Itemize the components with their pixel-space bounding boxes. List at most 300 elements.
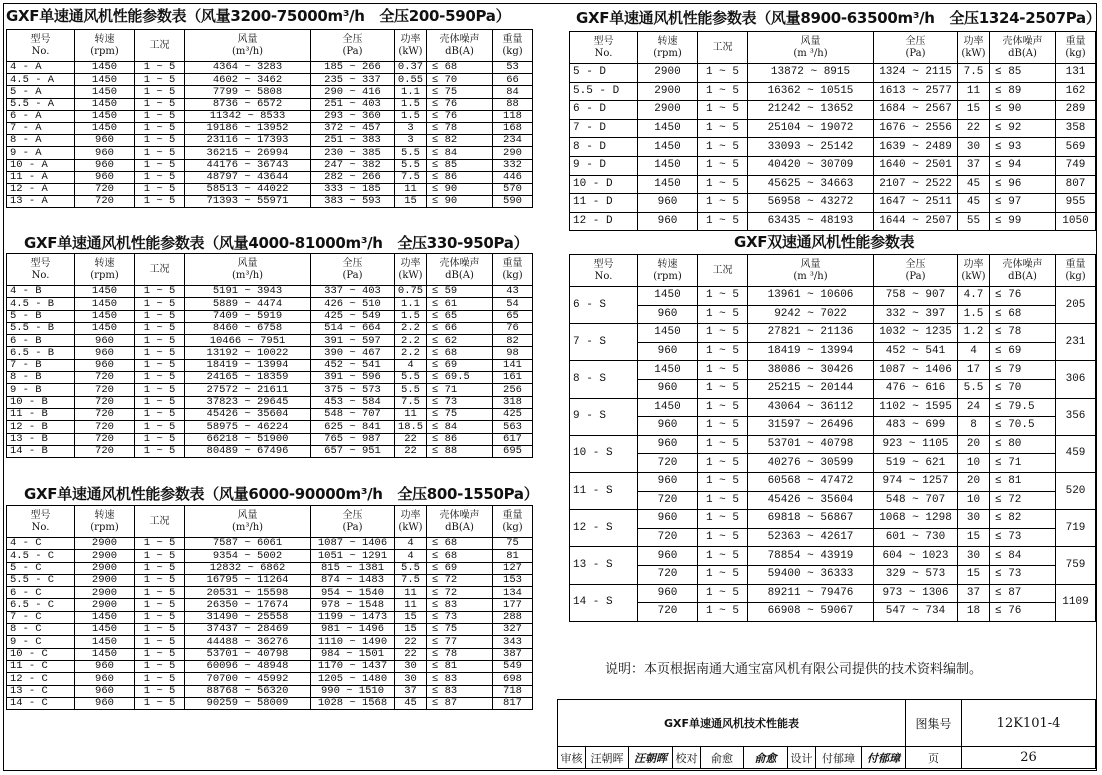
cell-power: 1.5 <box>395 98 427 110</box>
cell-noise: ≤ 69 <box>427 359 493 371</box>
table-row <box>7 574 533 586</box>
table-c <box>6 505 533 710</box>
cell-rpm: 720 <box>75 396 135 408</box>
cell-weight: 570 <box>493 183 533 195</box>
header-model-unit: No. <box>31 521 50 533</box>
cell-airflow: 58513 ~ 44022 <box>185 183 311 195</box>
cell-model: 8 - S <box>570 361 638 398</box>
header-weight <box>493 30 533 62</box>
table-row <box>7 562 533 574</box>
cell-pressure: 1205 ~ 1480 <box>311 673 395 685</box>
cell-condition: 1 ~ 5 <box>698 454 748 473</box>
table-row <box>570 528 1096 547</box>
cell-pressure: 1051 ~ 1291 <box>311 550 395 562</box>
cell-airflow: 69818 ~ 56867 <box>748 510 874 529</box>
cell-condition: 1 ~ 5 <box>135 697 185 709</box>
cell-airflow: 12832 ~ 6862 <box>185 562 311 574</box>
atlas-label: 图集号 <box>906 700 962 747</box>
cell-airflow: 44488 ~ 36276 <box>185 636 311 648</box>
cell-model: 10 - D <box>570 175 638 194</box>
cell-noise: ≤ 85 <box>427 159 493 171</box>
cell-noise: ≤ 83 <box>427 599 493 611</box>
cell-power: 11 <box>395 408 427 420</box>
cell-rpm: 2900 <box>75 599 135 611</box>
cell-pressure: 372 ~ 457 <box>311 122 395 134</box>
cell-airflow: 8736 ~ 6572 <box>185 98 311 110</box>
cell-pressure: 1028 ~ 1568 <box>311 697 395 709</box>
checker-signature: 俞愈 <box>744 747 788 769</box>
cell-condition: 1 ~ 5 <box>135 421 185 433</box>
table-row <box>7 421 533 433</box>
cell-power: 17 <box>958 361 990 380</box>
table-row <box>7 98 533 110</box>
cell-pressure: 954 ~ 1540 <box>311 587 395 599</box>
cell-weight: 76 <box>493 322 533 334</box>
cell-weight: 98 <box>493 347 533 359</box>
cell-model: 11 - D <box>570 194 638 213</box>
header-noise-label: 壳体噪声 <box>1002 35 1043 47</box>
table-row <box>7 550 533 562</box>
table-row <box>7 611 533 623</box>
table-row <box>7 673 533 685</box>
cell-weight: 88 <box>493 98 533 110</box>
cell-power: 4 <box>395 550 427 562</box>
cell-condition: 1 ~ 5 <box>698 565 748 584</box>
cell-power: 2.2 <box>395 347 427 359</box>
cell-airflow: 16795 ~ 11264 <box>185 574 311 586</box>
cell-model: 8 - B <box>7 372 75 384</box>
header-airflow-unit: (m³/h) <box>231 45 264 57</box>
cell-weight: 698 <box>493 673 533 685</box>
cell-pressure: 625 ~ 841 <box>311 421 395 433</box>
cell-model: 5 - B <box>7 310 75 322</box>
cell-noise: ≤ 84 <box>427 421 493 433</box>
header-condition-label: 工况 <box>712 41 733 53</box>
cell-airflow: 38086 ~ 30426 <box>748 361 874 380</box>
cell-power: 11 <box>395 599 427 611</box>
cell-power: 1.5 <box>958 305 990 324</box>
header-model-label: 型号 <box>30 33 51 45</box>
cell-condition: 1 ~ 5 <box>698 472 748 491</box>
cell-model: 5.5 - C <box>7 574 75 586</box>
header-weight-label: 重量 <box>502 509 523 521</box>
header-noise <box>427 254 493 286</box>
cell-weight: 327 <box>493 624 533 636</box>
header-power <box>958 32 990 64</box>
page-label: 页 <box>906 747 962 769</box>
cell-airflow: 18419 ~ 13994 <box>185 359 311 371</box>
cell-power: 22 <box>395 636 427 648</box>
header-noise <box>990 255 1056 287</box>
cell-pressure: 391 ~ 596 <box>311 372 395 384</box>
cell-power: 37 <box>958 584 990 603</box>
table-row <box>570 435 1096 454</box>
cell-airflow: 7799 ~ 5808 <box>185 86 311 98</box>
table-row <box>570 287 1096 306</box>
cell-model: 14 - S <box>570 584 638 621</box>
cell-noise: ≤ 90 <box>427 183 493 195</box>
cell-condition: 1 ~ 5 <box>698 324 748 343</box>
cell-condition: 1 ~ 5 <box>698 138 748 157</box>
cell-pressure: 185 ~ 266 <box>311 62 395 74</box>
cell-weight: 231 <box>1056 324 1096 361</box>
cell-weight: 520 <box>1056 472 1096 509</box>
cell-noise: ≤ 73 <box>427 396 493 408</box>
table-row <box>7 86 533 98</box>
cell-rpm: 1450 <box>638 156 698 175</box>
cell-condition: 1 ~ 5 <box>135 550 185 562</box>
header-pressure-label: 全压 <box>905 35 926 47</box>
cell-condition: 1 ~ 5 <box>698 547 748 566</box>
header-power-unit: (kW) <box>398 45 423 57</box>
cell-airflow: 53701 ~ 40798 <box>748 435 874 454</box>
header-power <box>395 30 427 62</box>
table-row <box>7 648 533 660</box>
header-condition-label: 工况 <box>149 263 170 275</box>
cell-rpm: 720 <box>638 454 698 473</box>
cell-model: 8 - A <box>7 135 75 147</box>
cell-pressure: 1199 ~ 1473 <box>311 611 395 623</box>
table-row <box>7 183 533 195</box>
cell-airflow: 33093 ~ 25142 <box>748 138 874 157</box>
cell-airflow: 25215 ~ 20144 <box>748 379 874 398</box>
cell-rpm: 960 <box>638 379 698 398</box>
cell-model: 4 - B <box>7 286 75 298</box>
cell-pressure: 874 ~ 1483 <box>311 574 395 586</box>
cell-noise: ≤ 86 <box>427 171 493 183</box>
cell-rpm: 720 <box>75 372 135 384</box>
cell-airflow: 11342 ~ 8533 <box>185 110 311 122</box>
header-model-unit: No. <box>31 269 50 281</box>
drawing-title: GXF单速通风机技术性能表 <box>558 700 906 747</box>
cell-model: 9 - D <box>570 156 638 175</box>
header-airflow <box>185 506 311 538</box>
table-row <box>570 361 1096 380</box>
cell-power: 3 <box>395 122 427 134</box>
header-noise-label: 壳体噪声 <box>439 257 480 269</box>
cell-condition: 1 ~ 5 <box>698 64 748 83</box>
table-d <box>569 31 1096 231</box>
cell-condition: 1 ~ 5 <box>698 82 748 101</box>
table-row <box>7 624 533 636</box>
header-noise <box>427 30 493 62</box>
cell-pressure: 390 ~ 467 <box>311 347 395 359</box>
header-condition <box>698 255 748 287</box>
cell-power: 11 <box>395 587 427 599</box>
table-row <box>570 82 1096 101</box>
cell-condition: 1 ~ 5 <box>135 445 185 457</box>
cell-power: 30 <box>958 510 990 529</box>
cell-rpm: 1450 <box>75 322 135 334</box>
cell-model: 4.5 - C <box>7 550 75 562</box>
cell-rpm: 960 <box>75 135 135 147</box>
cell-weight: 387 <box>493 648 533 660</box>
cell-noise: ≤ 82 <box>990 510 1056 529</box>
cell-model: 12 - D <box>570 212 638 231</box>
header-model <box>7 506 75 538</box>
cell-power: 5.5 <box>395 372 427 384</box>
cell-model: 9 - B <box>7 384 75 396</box>
cell-weight: 590 <box>493 196 533 208</box>
cell-condition: 1 ~ 5 <box>135 396 185 408</box>
header-rpm-label: 转速 <box>94 257 115 269</box>
cell-weight: 718 <box>493 685 533 697</box>
cell-power: 1.1 <box>395 86 427 98</box>
cell-pressure: 1102 ~ 1595 <box>874 398 958 417</box>
header-rpm-label: 转速 <box>94 509 115 521</box>
cell-weight: 343 <box>493 636 533 648</box>
header-row <box>570 255 1096 287</box>
cell-weight: 459 <box>1056 435 1096 472</box>
cell-weight: 749 <box>1056 156 1096 175</box>
header-weight-label: 重量 <box>502 33 523 45</box>
table-row <box>570 324 1096 343</box>
cell-pressure: 426 ~ 510 <box>311 298 395 310</box>
cell-airflow: 44176 ~ 36743 <box>185 159 311 171</box>
cell-power: 5.5 <box>395 159 427 171</box>
cell-power: 11 <box>395 183 427 195</box>
cell-condition: 1 ~ 5 <box>135 660 185 672</box>
table-row <box>570 510 1096 529</box>
cell-airflow: 13192 ~ 10022 <box>185 347 311 359</box>
cell-weight: 306 <box>1056 361 1096 398</box>
cell-rpm: 1450 <box>75 624 135 636</box>
header-power <box>395 506 427 538</box>
cell-noise: ≤ 75 <box>427 86 493 98</box>
cell-pressure: 1676 ~ 2556 <box>874 119 958 138</box>
cell-weight: 807 <box>1056 175 1096 194</box>
cell-weight: 168 <box>493 122 533 134</box>
header-airflow-label: 风量 <box>237 257 258 269</box>
cell-power: 2.2 <box>395 335 427 347</box>
cell-weight: 127 <box>493 562 533 574</box>
cell-rpm: 960 <box>638 435 698 454</box>
cell-rpm: 2900 <box>638 64 698 83</box>
cell-noise: ≤ 90 <box>990 101 1056 120</box>
header-rpm-label: 转速 <box>657 258 678 270</box>
table-row <box>7 159 533 171</box>
header-condition <box>135 506 185 538</box>
cell-rpm: 1450 <box>75 122 135 134</box>
cell-power: 22 <box>395 445 427 457</box>
cell-pressure: 230 ~ 385 <box>311 147 395 159</box>
table-row <box>570 156 1096 175</box>
table-row <box>7 372 533 384</box>
cell-power: 1.2 <box>958 324 990 343</box>
header-airflow <box>748 32 874 64</box>
header-rpm <box>75 254 135 286</box>
cell-rpm: 1450 <box>75 62 135 74</box>
cell-airflow: 40420 ~ 30709 <box>748 156 874 175</box>
header-weight <box>493 506 533 538</box>
table-row <box>7 636 533 648</box>
header-noise-unit: dB(A) <box>1008 47 1037 59</box>
cell-pressure: 235 ~ 337 <box>311 74 395 86</box>
header-model-unit: No. <box>594 270 613 282</box>
designer-name: 付郁璋 <box>816 747 862 769</box>
header-airflow-label: 风量 <box>800 35 821 47</box>
cell-rpm: 960 <box>638 194 698 213</box>
cell-power: 15 <box>958 101 990 120</box>
cell-airflow: 25104 ~ 19072 <box>748 119 874 138</box>
header-weight-label: 重量 <box>1065 35 1086 47</box>
table-b-title: GXF单速通风机性能参数表（风量4000-81000m³/h 全压330-950Pa） <box>24 234 529 252</box>
cell-rpm: 2900 <box>75 550 135 562</box>
table-row <box>7 135 533 147</box>
header-noise-label: 壳体噪声 <box>1002 258 1043 270</box>
cell-airflow: 59400 ~ 36333 <box>748 565 874 584</box>
cell-model: 14 - C <box>7 697 75 709</box>
cell-rpm: 960 <box>75 347 135 359</box>
table-a-title: GXF单速通风机性能参数表（风量3200-75000m³/h 全压200-590Pa） <box>6 7 511 25</box>
cell-rpm: 1450 <box>75 298 135 310</box>
cell-power: 15 <box>958 565 990 584</box>
cell-rpm: 960 <box>638 584 698 603</box>
header-weight-label: 重量 <box>1065 258 1086 270</box>
table-b <box>6 253 533 458</box>
cell-weight: 563 <box>493 421 533 433</box>
cell-pressure: 1032 ~ 1235 <box>874 324 958 343</box>
cell-noise: ≤ 73 <box>990 565 1056 584</box>
cell-pressure: 547 ~ 734 <box>874 603 958 622</box>
header-pressure-unit: (Pa) <box>342 269 363 281</box>
table-row <box>570 547 1096 566</box>
cell-rpm: 1450 <box>75 286 135 298</box>
cell-pressure: 973 ~ 1306 <box>874 584 958 603</box>
table-row <box>570 454 1096 473</box>
cell-model: 5 - D <box>570 64 638 83</box>
cell-rpm: 2900 <box>638 101 698 120</box>
cell-model: 7 - S <box>570 324 638 361</box>
cell-rpm: 960 <box>638 342 698 361</box>
cell-condition: 1 ~ 5 <box>135 122 185 134</box>
cell-noise: ≤ 71 <box>427 384 493 396</box>
cell-pressure: 483 ~ 699 <box>874 417 958 436</box>
header-weight <box>1056 255 1096 287</box>
cell-noise: ≤ 72 <box>990 491 1056 510</box>
table-row <box>7 298 533 310</box>
cell-airflow: 66218 ~ 51900 <box>185 433 311 445</box>
cell-power: 15 <box>395 196 427 208</box>
cell-model: 10 - C <box>7 648 75 660</box>
cell-noise: ≤ 84 <box>427 147 493 159</box>
cell-power: 30 <box>395 673 427 685</box>
cell-noise: ≤ 96 <box>990 175 1056 194</box>
cell-noise: ≤ 69 <box>990 342 1056 361</box>
cell-condition: 1 ~ 5 <box>135 372 185 384</box>
header-pressure <box>874 32 958 64</box>
header-rpm-unit: (rpm) <box>653 47 682 59</box>
cell-airflow: 7587 ~ 6061 <box>185 538 311 550</box>
table-row <box>7 396 533 408</box>
cell-rpm: 1450 <box>75 636 135 648</box>
cell-weight: 161 <box>493 372 533 384</box>
table-d-title: GXF单速通风机性能参数表（风量8900-63500m³/h 全压1324-2507Pa） <box>576 9 1101 27</box>
header-weight-unit: (kg) <box>502 269 523 281</box>
cell-condition: 1 ~ 5 <box>698 435 748 454</box>
header-condition <box>698 32 748 64</box>
cell-noise: ≤ 65 <box>427 310 493 322</box>
header-airflow-unit: (m ³/h) <box>793 270 828 282</box>
cell-pressure: 383 ~ 593 <box>311 196 395 208</box>
cell-noise: ≤ 73 <box>427 611 493 623</box>
cell-rpm: 1450 <box>75 648 135 660</box>
cell-condition: 1 ~ 5 <box>135 359 185 371</box>
cell-noise: ≤ 89 <box>990 82 1056 101</box>
header-condition <box>135 254 185 286</box>
cell-weight: 1050 <box>1056 212 1096 231</box>
cell-noise: ≤ 77 <box>427 636 493 648</box>
header-airflow-unit: (m ³/h) <box>793 47 828 59</box>
cell-pressure: 453 ~ 584 <box>311 396 395 408</box>
cell-model: 5.5 - A <box>7 98 75 110</box>
cell-model: 14 - B <box>7 445 75 457</box>
cell-rpm: 960 <box>75 159 135 171</box>
table-a <box>6 29 533 208</box>
cell-rpm: 960 <box>638 212 698 231</box>
table-row <box>7 660 533 672</box>
cell-power: 45 <box>958 175 990 194</box>
table-row <box>570 491 1096 510</box>
cell-airflow: 36215 ~ 26994 <box>185 147 311 159</box>
cell-noise: ≤ 70 <box>427 74 493 86</box>
header-weight-unit: (kg) <box>502 45 523 57</box>
cell-model: 6 - S <box>570 287 638 324</box>
cell-noise: ≤ 79 <box>990 361 1056 380</box>
cell-rpm: 720 <box>75 183 135 195</box>
cell-airflow: 71393 ~ 55971 <box>185 196 311 208</box>
cell-rpm: 1450 <box>638 119 698 138</box>
page-number: 26 <box>962 747 1096 769</box>
cell-weight: 289 <box>1056 101 1096 120</box>
cell-noise: ≤ 87 <box>427 697 493 709</box>
cell-condition: 1 ~ 5 <box>135 574 185 586</box>
cell-model: 12 - B <box>7 421 75 433</box>
header-model-label: 型号 <box>30 509 51 521</box>
cell-noise: ≤ 81 <box>427 660 493 672</box>
table-row <box>7 359 533 371</box>
cell-pressure: 1640 ~ 2501 <box>874 156 958 175</box>
header-weight-label: 重量 <box>502 257 523 269</box>
cell-condition: 1 ~ 5 <box>698 119 748 138</box>
cell-airflow: 80489 ~ 67496 <box>185 445 311 457</box>
cell-rpm: 720 <box>75 408 135 420</box>
header-power-label: 功率 <box>400 509 421 521</box>
cell-pressure: 332 ~ 397 <box>874 305 958 324</box>
cell-airflow: 45426 ~ 35604 <box>185 408 311 420</box>
cell-noise: ≤ 92 <box>990 119 1056 138</box>
header-model-label: 型号 <box>30 257 51 269</box>
cell-rpm: 720 <box>75 196 135 208</box>
table-c-title: GXF单速通风机性能参数表（风量6000-90000m³/h 全压800-1550Pa） <box>24 485 539 503</box>
cell-airflow: 45426 ~ 35604 <box>748 491 874 510</box>
cell-noise: ≤ 85 <box>990 64 1056 83</box>
table-row <box>570 472 1096 491</box>
cell-airflow: 5889 ~ 4474 <box>185 298 311 310</box>
cell-pressure: 282 ~ 266 <box>311 171 395 183</box>
cell-power: 7.5 <box>395 171 427 183</box>
cell-weight: 162 <box>1056 82 1096 101</box>
cell-airflow: 53701 ~ 40798 <box>185 648 311 660</box>
cell-rpm: 960 <box>75 685 135 697</box>
header-airflow-label: 风量 <box>800 258 821 270</box>
header-rpm <box>638 255 698 287</box>
cell-rpm: 960 <box>75 335 135 347</box>
cell-noise: ≤ 76 <box>427 98 493 110</box>
cell-model: 12 - C <box>7 673 75 685</box>
table-row <box>570 194 1096 213</box>
header-row <box>570 32 1096 64</box>
